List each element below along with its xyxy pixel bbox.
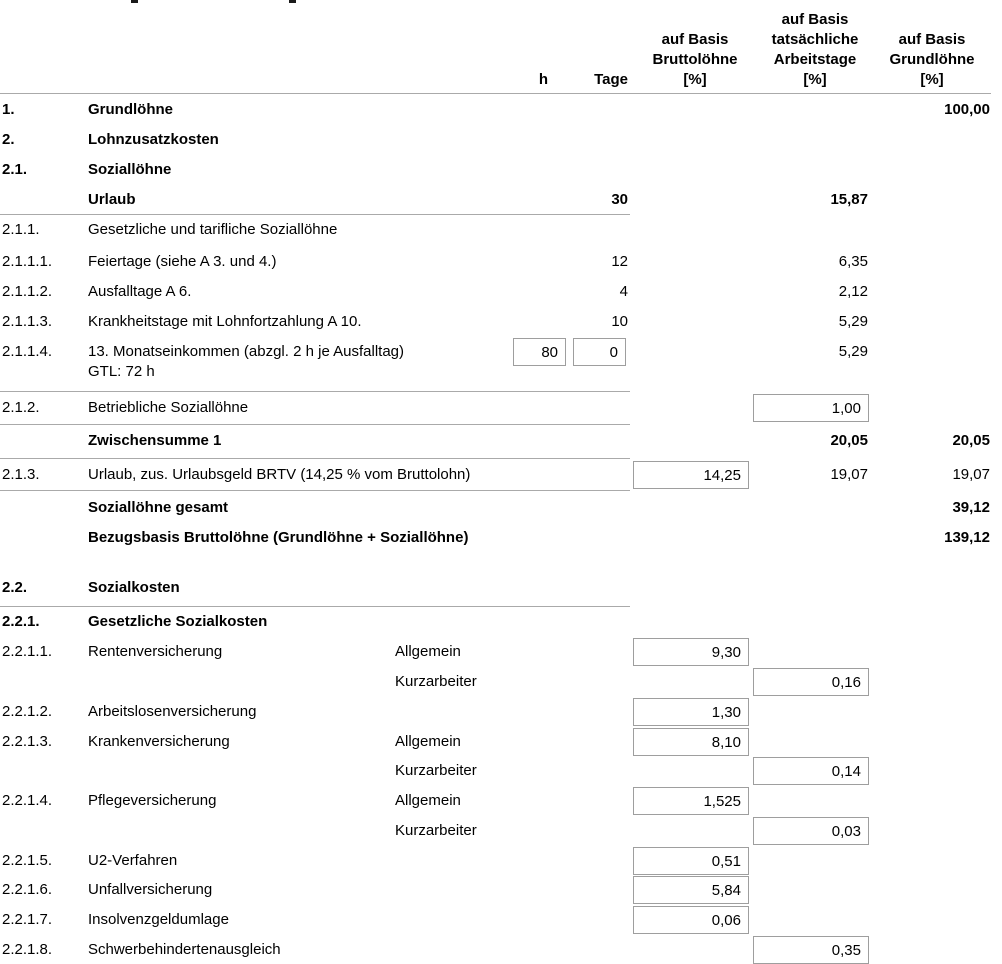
cell-grundloehne: 19,07 (952, 466, 990, 483)
table-row-unfallversicherung (0, 880, 1002, 900)
row-variant-label: Allgemein (395, 792, 461, 809)
table-row-sozialkosten (0, 578, 1002, 598)
table-row-arbeitslosenversicherung (0, 702, 1002, 722)
divider (0, 458, 630, 459)
cell-arbeitstage: 15,87 (830, 191, 868, 208)
table-row-sozialloehne-gesamt (0, 498, 1002, 518)
table-row-betriebliche-sozialloehne (0, 398, 1002, 418)
input-bruttoloehne-prozent[interactable] (633, 906, 749, 934)
table-row-zwischensumme-1 (0, 431, 1002, 451)
cell-tage: 10 (611, 313, 628, 330)
cell-arbeitstage: 19,07 (830, 466, 868, 483)
row-label: Pflegeversicherung (88, 792, 217, 809)
row-number: 2.1.1.4. (2, 343, 53, 360)
cell-grundloehne: 39,12 (952, 499, 990, 516)
row-label: Zwischensumme 1 (88, 432, 222, 449)
input-arbeitstage-prozent[interactable] (753, 394, 869, 422)
input-arbeitstage-prozent[interactable] (753, 757, 869, 785)
column-header-h: h (538, 71, 548, 88)
table-row-urlaubsgeld-brtv (0, 465, 1002, 485)
cutoff-text-remnant (131, 0, 138, 3)
row-label: Unfallversicherung (88, 881, 213, 898)
cell-grundloehne: 20,05 (952, 432, 990, 449)
row-number: 2.2.1.3. (2, 733, 53, 750)
table-row-gesetzliche-sozialloehne (0, 220, 1002, 240)
divider (0, 391, 630, 392)
row-label: Urlaub, zus. Urlaubsgeld BRTV (14,25 % vom Bruttolohn) (88, 466, 471, 483)
table-row-urlaub (0, 190, 1002, 210)
row-number: 2.2.1.5. (2, 852, 53, 869)
input-bruttoloehne-prozent[interactable] (633, 461, 749, 489)
table-row-krankenversicherung (0, 732, 1002, 752)
cell-grundloehne: 139,12 (944, 529, 990, 546)
row-number: 1. (2, 101, 15, 118)
table-row-monatseinkommen (0, 342, 1002, 380)
table-row-rentenversicherung (0, 642, 1002, 662)
row-variant-label: Kurzarbeiter (395, 762, 477, 779)
divider (0, 606, 630, 607)
row-variant-label: Kurzarbeiter (395, 822, 477, 839)
cell-tage: 12 (611, 253, 628, 270)
row-number: 2.2.1.6. (2, 881, 53, 898)
row-sublabel-gtl: GTL: 72 h (88, 363, 155, 380)
input-arbeitstage-prozent[interactable] (753, 936, 869, 964)
divider (0, 214, 630, 215)
table-row-schwerbehindertenausgleich (0, 940, 1002, 960)
row-number: 2.2.1.1. (2, 643, 53, 660)
row-label: Betriebliche Soziallöhne (88, 399, 249, 416)
row-number: 2.1.3. (2, 466, 40, 483)
row-label: Grundlöhne (88, 101, 173, 118)
table-row-pflegeversicherung-kurzarbeiter (0, 821, 1002, 841)
table-row-grundloehne (0, 100, 1002, 120)
input-bruttoloehne-prozent[interactable] (633, 787, 749, 815)
cell-arbeitstage: 5,29 (838, 343, 868, 360)
cell-grundloehne: 100,00 (944, 101, 990, 118)
divider (0, 93, 991, 94)
row-variant-label: Kurzarbeiter (395, 673, 477, 690)
table-row-rentenversicherung-kurzarbeiter (0, 672, 1002, 692)
table-row-krankenversicherung-kurzarbeiter (0, 761, 1002, 781)
row-number: 2. (2, 131, 15, 148)
column-header-tage: Tage (594, 71, 628, 88)
row-label: Urlaub (88, 191, 136, 208)
row-label: Krankheitstage mit Lohnfortzahlung A 10. (88, 313, 362, 330)
row-number: 2.1.1. (2, 221, 40, 238)
input-bruttoloehne-prozent[interactable] (633, 728, 749, 756)
cell-arbeitstage: 6,35 (838, 253, 868, 270)
table-row-insolvenzgeldumlage (0, 910, 1002, 930)
row-label: Bezugsbasis Bruttolöhne (Grundlöhne + Soziallöhne) (88, 529, 469, 546)
table-row-lohnzusatzkosten (0, 130, 1002, 150)
input-bruttoloehne-prozent[interactable] (633, 847, 749, 875)
row-label: Soziallöhne (88, 161, 172, 178)
row-label: Schwerbehindertenausgleich (88, 941, 281, 958)
column-header-grundloehne: auf Basis Grundlöhne [%] (889, 31, 975, 88)
row-label: Insolvenzgeldumlage (88, 911, 229, 928)
divider (0, 424, 630, 425)
input-tage[interactable] (573, 338, 626, 366)
row-label: Gesetzliche und tarifliche Soziallöhne (88, 221, 338, 238)
column-header-arbeitstage: auf Basis tatsächliche Arbeitstage [%] (771, 11, 859, 88)
table-row-gesetzliche-sozialkosten (0, 612, 1002, 632)
cell-arbeitstage: 5,29 (838, 313, 868, 330)
row-label: Krankenversicherung (88, 733, 230, 750)
row-number: 2.2.1.7. (2, 911, 53, 928)
divider (0, 490, 630, 491)
table-row-krankheitstage (0, 312, 1002, 332)
cutoff-text-remnant (289, 0, 296, 3)
input-bruttoloehne-prozent[interactable] (633, 638, 749, 666)
row-variant-label: Allgemein (395, 643, 461, 660)
column-header-bruttoloehne: auf Basis Bruttolöhne [%] (652, 31, 738, 88)
row-variant-label: Allgemein (395, 733, 461, 750)
table-row-feiertage (0, 252, 1002, 272)
cell-tage: 4 (619, 283, 628, 300)
row-label: Soziallöhne gesamt (88, 499, 229, 516)
cell-tage: 30 (611, 191, 628, 208)
input-arbeitstage-prozent[interactable] (753, 668, 869, 696)
row-label: Ausfalltage A 6. (88, 283, 192, 300)
row-label: Sozialkosten (88, 579, 180, 596)
table-row-pflegeversicherung (0, 791, 1002, 811)
row-number: 2.2.1.4. (2, 792, 53, 809)
row-label: 13. Monatseinkommen (abzgl. 2 h je Ausfalltag) (88, 343, 405, 360)
row-label: Rentenversicherung (88, 643, 223, 660)
row-number: 2.1.1.3. (2, 313, 53, 330)
row-label: U2-Verfahren (88, 852, 178, 869)
row-label: Arbeitslosenversicherung (88, 703, 257, 720)
row-label: Lohnzusatzkosten (88, 131, 219, 148)
row-number: 2.2.1. (2, 613, 40, 630)
cell-arbeitstage: 2,12 (838, 283, 868, 300)
input-bruttoloehne-prozent[interactable] (633, 698, 749, 726)
input-arbeitstage-prozent[interactable] (753, 817, 869, 845)
row-number: 2.2. (2, 579, 28, 596)
table-row-ausfalltage (0, 282, 1002, 302)
row-label: Feiertage (siehe A 3. und 4.) (88, 253, 277, 270)
row-number: 2.1.2. (2, 399, 40, 416)
row-number: 2.1.1.2. (2, 283, 53, 300)
cell-arbeitstage: 20,05 (830, 432, 868, 449)
row-number: 2.2.1.8. (2, 941, 53, 958)
table-row-sozialloehne (0, 160, 1002, 180)
input-bruttoloehne-prozent[interactable] (633, 876, 749, 904)
row-number: 2.1. (2, 161, 28, 178)
input-stunden[interactable] (513, 338, 566, 366)
row-number: 2.2.1.2. (2, 703, 53, 720)
row-label: Gesetzliche Sozialkosten (88, 613, 268, 630)
table-row-u2-verfahren (0, 851, 1002, 871)
row-number: 2.1.1.1. (2, 253, 53, 270)
table-row-bezugsbasis (0, 528, 1002, 548)
